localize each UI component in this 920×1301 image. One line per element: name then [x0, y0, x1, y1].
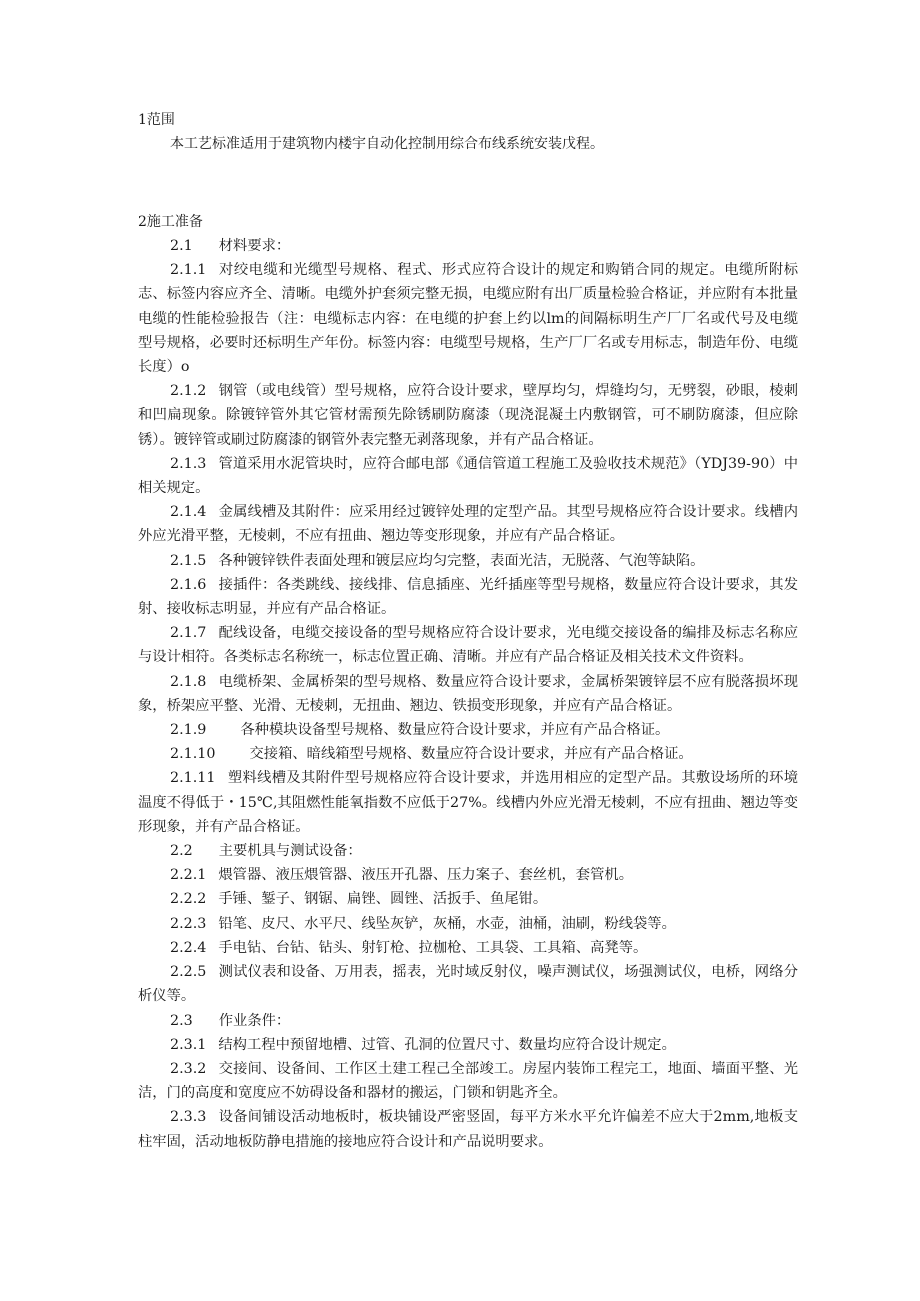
clause-text: 交接间、设备间、工作区土建工程己全部竣工。房屋内装饰工程完工，地面、墙面平整、光洁，门的高度和宽度应不妨碍设备和器材的搬运，门锁和钥匙齐全。 — [138, 1060, 798, 1102]
clause-paragraph — [138, 839, 798, 863]
clause-number: 2.1.3 — [170, 455, 207, 472]
scope-paragraph: 本工艺标准适用于建筑物内楼宇自动化控制用综合布线系统安装戊程。 — [170, 136, 604, 152]
clause-paragraph — [138, 887, 798, 911]
section-heading-preparation: 2施工准备 — [138, 214, 203, 230]
document-body — [138, 108, 798, 1154]
clause-paragraph — [138, 452, 798, 500]
clause-paragraph — [138, 1033, 798, 1057]
clause-text: 交接箱、暗线箱型号规格、数量应符合设计要求，并应有产品合格证。 — [249, 746, 693, 763]
clause-paragraph — [138, 573, 798, 621]
clause-paragraph — [138, 1057, 798, 1105]
clause-number: 2.1.6 — [170, 576, 207, 593]
clause-paragraph — [138, 936, 798, 960]
clause-number: 2.1.8 — [170, 673, 207, 690]
clause-text: 接插件：各类跳线、接线排、信息插座、光纤插座等型号规格，数量应符合设计要求，其发射、接收标志明显，并应有产品合格证。 — [138, 576, 798, 618]
clause-number: 2.1.9 — [170, 722, 207, 739]
clause-paragraph — [138, 500, 798, 548]
clause-paragraph — [138, 1009, 798, 1033]
clause-text: 手锤、錾子、钢锯、扁锉、圆锉、活扳手、鱼尾钳。 — [218, 891, 548, 908]
clause-text: 设备间铺设活动地板时，板块铺设严密竖固，每平方米水平允许偏差不应大于2mm,地板支柱牢固，活动地板防静电措施的接地应符合设计和产品说明要求。 — [138, 1109, 798, 1150]
clause-text: 主要机具与测试设备： — [218, 843, 362, 860]
clause-paragraph — [138, 766, 798, 839]
clause-text: 各种镀锌铁件表面处理和镀层应均匀完整，表面光洁，无脱落、气泡等缺陷。 — [218, 552, 705, 569]
preparation-paragraphs — [138, 234, 798, 1154]
clause-text: 铅笔、皮尺、水平尺、线坠灰铲，灰桶，水壶，油桶，油刷，粉线袋等。 — [218, 915, 676, 932]
clause-paragraph — [138, 549, 798, 573]
clause-text: 对绞电缆和光缆型号规格、程式、形式应符合设计的规定和购销合同的规定。电缆所附标志、标签内容应齐全、清晰。电缆外护套须完整无损，电缆应附有出厂质量检验合格证，并应附有本批量电缆的性能检验报告（注：电缆标志内容：在电缆的护套上约以lm的间隔标明生产厂厂名或代号及电缆型号规格，必要时还标明生产年份。标签内容：电缆型号规格，生产厂厂名或专用标志，制造年份、电缆长度）o — [138, 262, 798, 376]
clause-number: 2.2.5 — [170, 964, 207, 981]
clause-text: 材料要求： — [218, 238, 291, 254]
clause-paragraph — [138, 960, 798, 1008]
clause-paragraph — [138, 258, 798, 379]
clause-number: 2.3.2 — [170, 1060, 207, 1077]
clause-number: 2.3 — [170, 1012, 193, 1029]
clause-paragraph — [138, 670, 798, 718]
clause-text: 管道采用水泥管块时，应符合邮电部《通信管道工程施工及验收技术规范》（YDJ39-90）中相关规定。 — [138, 455, 798, 497]
clause-number: 2.1 — [170, 238, 193, 254]
clause-number: 2.1.10 — [170, 746, 216, 763]
clause-text: 配线设备，电缆交接设备的型号规格应符合设计要求，光电缆交接设备的编排及标志名称应与设计相符。各类标志名称统一，标志位置正确、清晰。并应有产品合格证及相关技术文件资料。 — [138, 625, 798, 666]
clause-text: 测试仪表和设备、万用表，摇表，光时域反射仪，噪声测试仪，场强测试仪，电桥，网络分析仪等。 — [138, 964, 798, 1005]
clause-number: 2.3.1 — [170, 1036, 207, 1053]
clause-text: 塑料线槽及其附件型号规格应符合设计要求，并选用相应的定型产品。其敷设场所的环境温度不得低于・15℃,其阻燃性能氧指数不应低于27%。线槽内外应光滑无棱刺，不应有扭曲、翘边等变形现象，并有产品合格证。 — [138, 770, 798, 835]
clause-number: 2.1.1 — [170, 262, 207, 279]
clause-number: 2.1.11 — [170, 770, 216, 787]
clause-text: 作业条件： — [218, 1012, 291, 1029]
clause-text: 结构工程中预留地槽、过管、孔洞的位置尺寸、数量均应符合设计规定。 — [218, 1036, 676, 1053]
clause-text: 钢管（或电线管）型号规格，应符合设计要求，壁厚均匀，焊缝均匀，无劈裂，砂眼，棱刺和凹扁现象。除镀锌管外其它管材需预先除锈刷防腐漆（现浇混凝土内敷钢管，可不刷防腐漆，但应除锈）。镀锌管或刷过防腐漆的钢管外表完整无剥落现象，并有产品合格证。 — [138, 383, 798, 448]
clause-paragraph — [138, 621, 798, 669]
clause-text: 金属线槽及其附件：应采用经过镀锌处理的定型产品。其型号规格应符合设计要求。线槽内外应光滑平整，无棱刺，不应有扭曲、翘边等变形现象，并应有产品合格证。 — [138, 504, 798, 545]
clause-paragraph — [138, 863, 798, 887]
clause-text: 手电钻、台钻、钻头、射钉枪、拉枷枪、工具袋、工具箱、高凳等。 — [218, 939, 648, 956]
clause-paragraph — [138, 912, 798, 936]
clause-number: 2.2.2 — [170, 891, 207, 908]
clause-paragraph — [138, 718, 798, 742]
clause-number: 2.2.4 — [170, 939, 207, 956]
clause-number: 2.1.4 — [170, 504, 207, 521]
clause-number: 2.1.5 — [170, 552, 207, 569]
clause-text: 煨管器、液压煨管器、液压开孔器、压力案子、套丝机，套管机。 — [218, 867, 633, 884]
section-heading-scope: 1范围 — [138, 112, 175, 128]
clause-number: 2.2.1 — [170, 867, 207, 884]
clause-paragraph — [138, 1105, 798, 1153]
clause-text: 电缆桥架、金属桥架的型号规格、数量应符合设计要求，金属桥架镀锌层不应有脱落损坏现象，桥架应平整、光滑、无棱刺，无扭曲、翘边、铁损变形现象，并应有产品合格证。 — [138, 673, 798, 714]
clause-number: 2.1.7 — [170, 625, 207, 642]
clause-paragraph — [138, 742, 798, 766]
clause-number: 2.3.3 — [170, 1109, 207, 1126]
clause-paragraph — [138, 379, 798, 452]
clause-paragraph — [138, 234, 798, 258]
clause-number: 2.2.3 — [170, 915, 207, 932]
clause-text: 各种模块设备型号规格、数量应符合设计要求，并应有产品合格证。 — [240, 722, 670, 739]
clause-number: 2.2 — [170, 843, 193, 860]
clause-number: 2.1.2 — [170, 383, 207, 400]
